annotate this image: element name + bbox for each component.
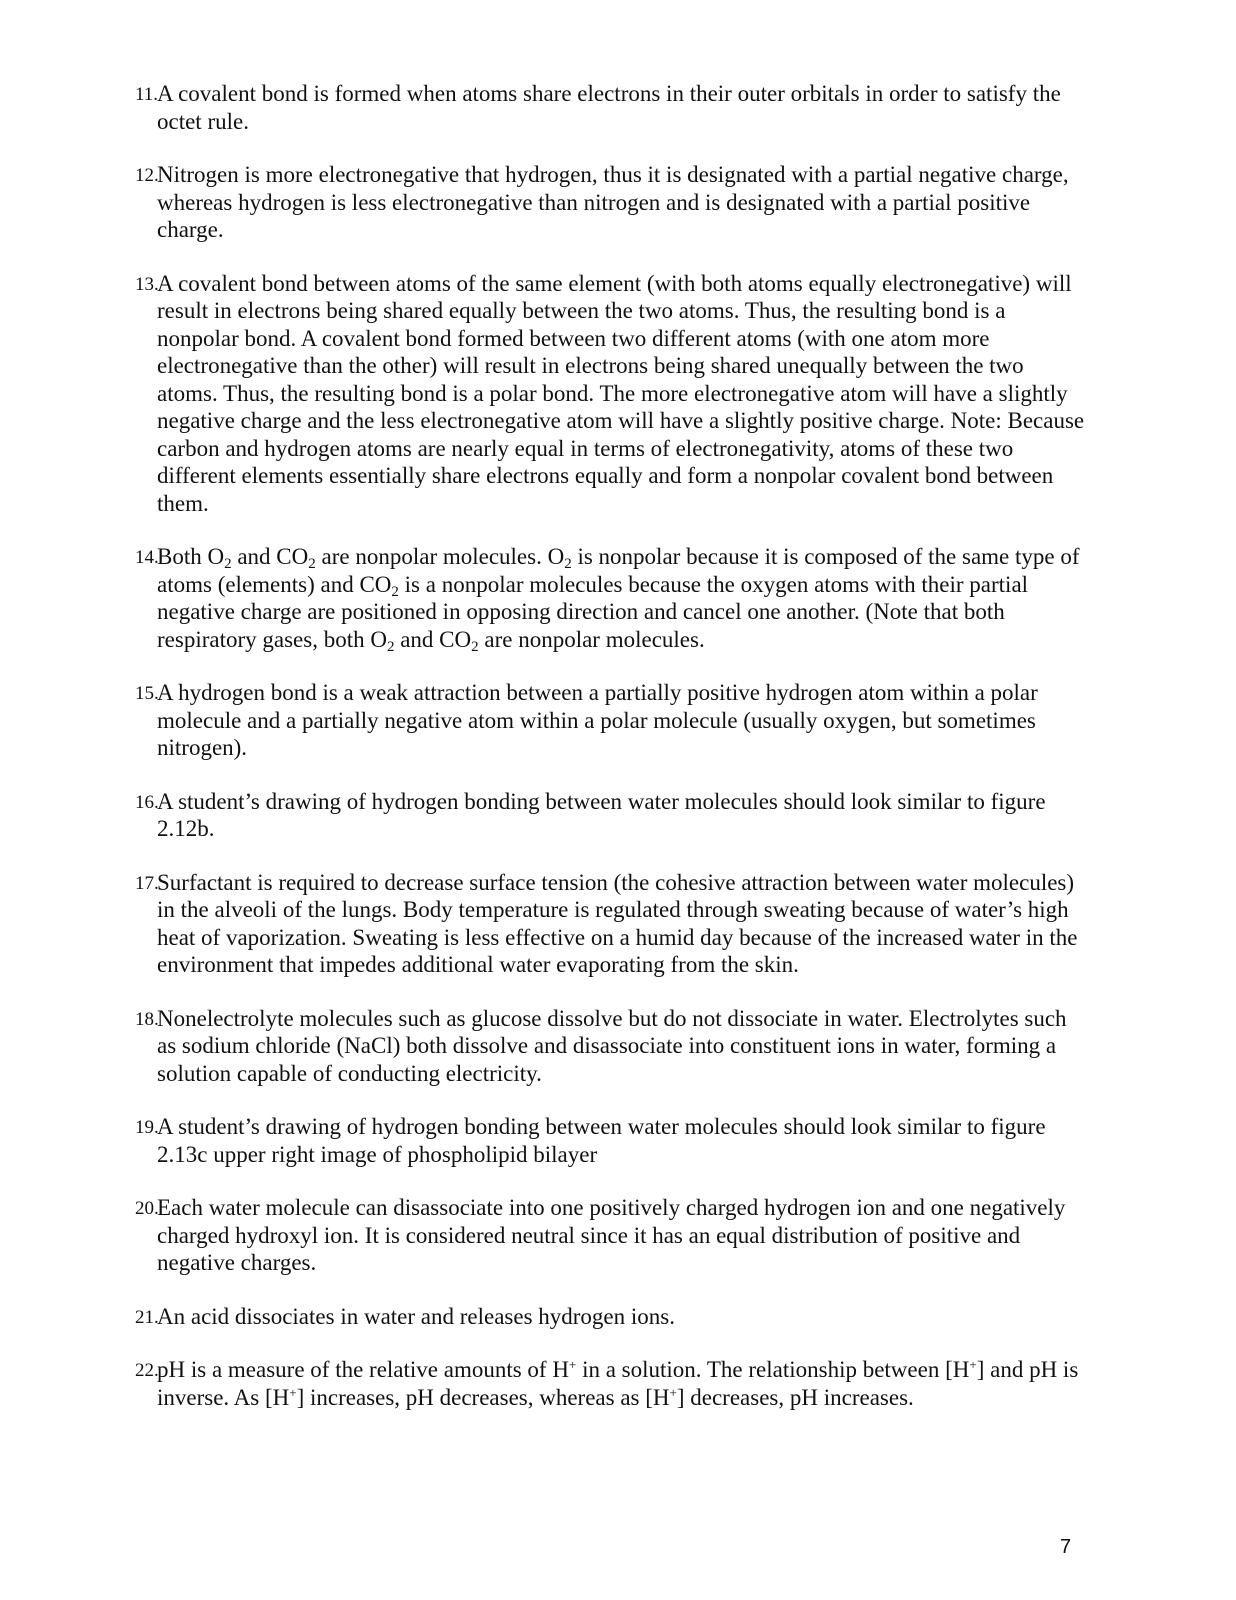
item-number: 12. [135, 165, 159, 186]
item-number: 22. [135, 1360, 159, 1381]
item-text: Nonelectrolyte molecules such as glucose dissolve but do not dissociate in water. Electrolytes such as sodium chloride (NaCl) both dissolve and disassociate into constituent ions in water, forming a solution capable of conducting electricity. [157, 1005, 1067, 1086]
answer-item [135, 869, 1090, 979]
item-text: A hydrogen bond is a weak attraction between a partially positive hydrogen atom within a polar molecule and a partially negative atom within a polar molecule (usually oxygen, but sometimes nitrogen). [157, 680, 1038, 760]
answer-item [135, 80, 1090, 135]
item-number: 19. [135, 1117, 159, 1138]
page-number: 7 [1060, 1536, 1072, 1558]
item-number: 20. [135, 1198, 159, 1219]
item-text: A covalent bond is formed when atoms share electrons in their outer orbitals in order to satisfy the octet rule. [157, 81, 1061, 134]
item-text: Nitrogen is more electronegative that hydrogen, thus it is designated with a partial negative charge, whereas hydrogen is less electronegative than nitrogen and is designated with a partial positive charge. [157, 162, 1069, 242]
item-number: 15. [135, 683, 159, 704]
item-text: pH is a measure of the relative amounts of H+ in a solution. The relationship between [H+] and pH is inverse. As [H+] increases, pH decreases, whereas as [H+] decreases, pH increases. [157, 1357, 1079, 1410]
answer-item [135, 1356, 1090, 1411]
answer-item [135, 1194, 1090, 1277]
item-text: A covalent bond between atoms of the same element (with both atoms equally electronegative) will result in electrons being shared equally between the two atoms. Thus, the resulting bond is a nonpolar bond. A covalent bond formed between two different atoms (with one atom more electronegative than the other) will result in electrons being shared unequally between the two atoms. Thus, the resulting bond is a polar bond. The more electronegative atom will have a slightly negative charge and the less electronegative atom will have a slightly positive charge. Note: Because carbon and hydrogen atoms are nearly equal in terms of electronegativity, atoms of these two different elements essentially share electrons equally and form a nonpolar covalent bond between them. [157, 270, 1085, 516]
item-number: 14. [135, 547, 159, 568]
item-number: 16. [135, 791, 159, 813]
document-page [135, 80, 1090, 1437]
item-text: An acid dissociates in water and releases hydrogen ions. [157, 1303, 675, 1329]
answer-item [135, 679, 1090, 762]
answer-item [135, 161, 1090, 244]
item-number: 18. [135, 1008, 159, 1030]
item-text: Surfactant is required to decrease surface tension (the cohesive attraction between water molecules) in the alveoli of the lungs. Body temperature is regulated through sweating because of water’s high heat of vaporization. Sweating is less effective on a humid day because of the increased water in the environment that impedes additional water evaporating from the skin. [157, 869, 1078, 977]
answer-item [135, 1005, 1090, 1088]
item-number: 21. [135, 1306, 159, 1328]
item-number: 13. [135, 273, 159, 295]
answer-item [135, 788, 1090, 843]
answer-item [135, 1303, 1090, 1331]
item-number: 11. [135, 84, 159, 105]
answer-item [135, 270, 1090, 518]
item-number: 17. [135, 872, 159, 894]
answer-item [135, 1113, 1090, 1168]
item-text: Both $O_2$ and $CO_2$ are nonpolar molecules. $O_2$ is nonpolar because it is composed of the same type of atoms (elements) and $CO_2$ is a nonpolar molecules because the oxygen atoms with their partial negative charge are positioned in opposing direction and cancel one another. (Note that both respiratory gases, both $O_2$ and $CO_2$ are nonpolar molecules. [157, 544, 1080, 655]
item-text: Each water molecule can disassociate into one positively charged hydrogen ion and one negatively charged hydroxyl ion. It is considered neutral since it has an equal distribution of positive and negative charges. [157, 1195, 1066, 1275]
item-text: A student’s drawing of hydrogen bonding between water molecules should look similar to figure 2.13c upper right image of phospholipid bilayer [157, 1114, 1046, 1167]
item-text: A student’s drawing of hydrogen bonding between water molecules should look similar to figure 2.12b. [157, 788, 1046, 841]
answer-item [135, 543, 1090, 653]
